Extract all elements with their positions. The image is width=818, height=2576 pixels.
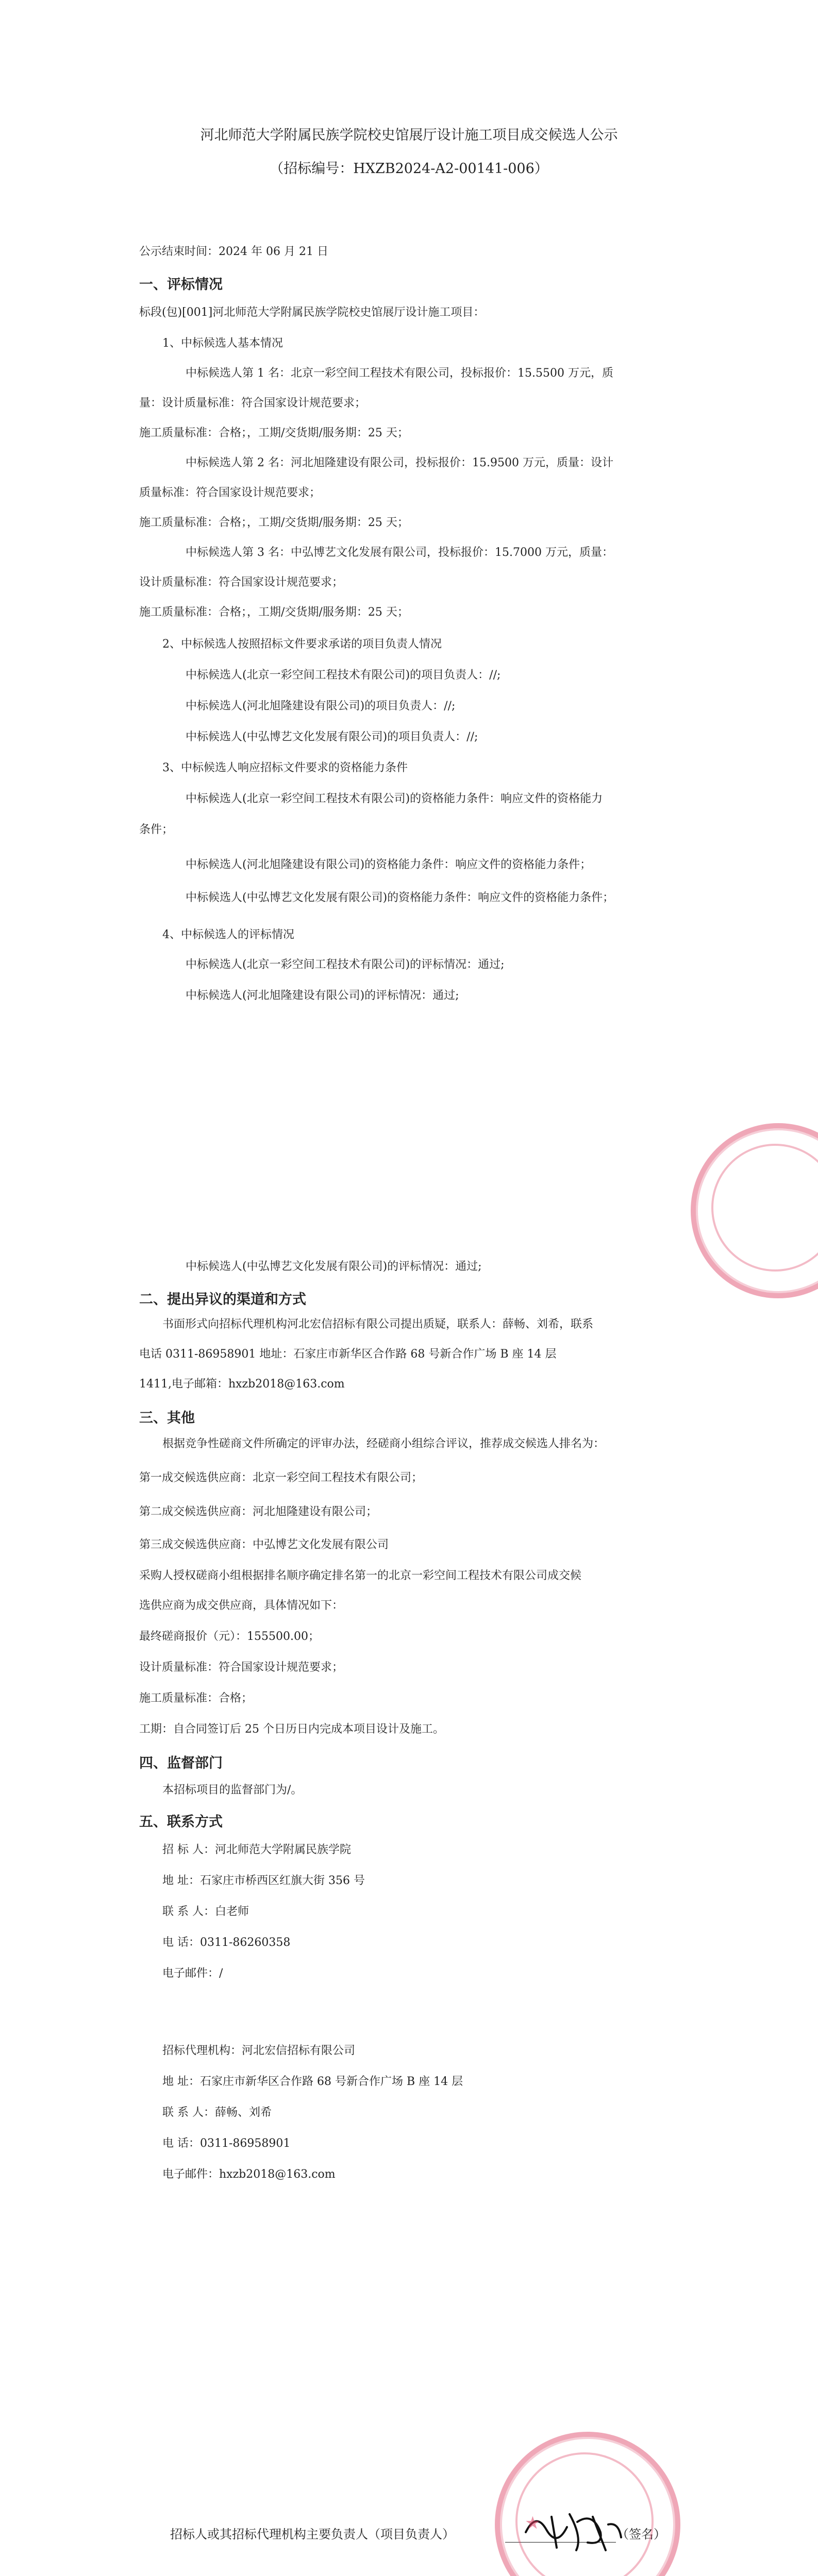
objection-line-a: 书面形式向招标代理机构河北宏信招标有限公司提出质疑，联系人：薛畅、刘希，联系 [162,1318,594,1331]
other-line-a: 根据竞争性磋商文件所确定的评审办法，经磋商小组综合评议，推荐成交候选人排名为： [162,1437,605,1450]
sign-label-1: 招标人或其招标代理机构主要负责人（项目负责人） [170,2527,455,2541]
section-3-heading: 三、其他 [139,1410,195,1426]
candidate-2-line-b: 质量标准：符合国家设计规范要求； [139,486,321,499]
notice-end-date: 公示结束时间：2024 年 06 月 21 日 [139,245,328,258]
review-1: 中标候选人(北京一彩空间工程技术有限公司)的评标情况：通过; [186,958,505,971]
section-5-heading: 五、联系方式 [139,1814,223,1830]
tenderer-address: 地 址：石家庄市桥西区红旗大街 356 号 [162,1874,365,1887]
tenderer-email: 电子邮件：/ [162,1967,223,1980]
objection-line-c: 1411,电子邮箱：hxzb2018@163.com [139,1378,345,1391]
other-line-i: 施工质量标准：合格； [139,1692,253,1705]
tenderer-contact: 联 系 人：白老师 [162,1905,249,1918]
qual-2: 中标候选人(河北旭隆建设有限公司)的资格能力条件：响应文件的资格能力条件； [186,858,592,871]
sub-heading-1: 1、中标候选人基本情况 [162,337,283,350]
supervisor-line: 本招标项目的监督部门为/。 [162,1784,303,1797]
sub-heading-2: 2、中标候选人按照招标文件要求承诺的项目负责人情况 [162,638,442,651]
section-4-heading: 四、监督部门 [139,1755,223,1771]
other-line-f: 选供应商为成交供应商，具体情况如下： [139,1599,344,1612]
objection-line-b: 电话 0311-86958901 地址：石家庄市新华区合作路 68 号新合作广场 B 座 14 层 [139,1348,557,1361]
other-line-e: 采购人授权磋商小组根据排名顺序确定排名第一的北京一彩空间工程技术有限公司成交候 [139,1569,582,1582]
agency-phone: 电 话：0311-86958901 [162,2137,291,2150]
candidate-3-line-b: 设计质量标准：符合国家设计规范要求； [139,576,344,589]
other-line-j: 工期：自合同签订后 25 个日历日内完成本项目设计及施工。 [139,1723,444,1736]
bid-number: （招标编号：HXZB2024-A2-00141-006） [270,161,548,177]
pm-1: 中标候选人(北京一彩空间工程技术有限公司)的项目负责人：//; [186,669,501,682]
tenderer-phone: 电 话：0311-86260358 [162,1936,291,1949]
agency-name: 招标代理机构：河北宏信招标有限公司 [162,2044,356,2057]
candidate-1-line-c: 施工质量标准：合格；，工期/交货期/服务期：25 天； [139,427,409,439]
other-line-g: 最终磋商报价（元）：155500.00； [139,1630,320,1643]
candidate-2-line-c: 施工质量标准：合格；，工期/交货期/服务期：25 天； [139,516,409,529]
other-line-h: 设计质量标准：符合国家设计规范要求； [139,1661,344,1674]
pm-2: 中标候选人(河北旭隆建设有限公司)的项目负责人：//; [186,700,456,713]
section-2-heading: 二、提出异议的渠道和方式 [139,1292,306,1308]
candidate-3-line-c: 施工质量标准：合格；，工期/交货期/服务期：25 天； [139,606,409,619]
pm-3: 中标候选人(中弘博艺文化发展有限公司)的项目负责人：//; [186,731,478,743]
section-1-heading: 一、评标情况 [139,277,223,293]
review-2: 中标候选人(河北旭隆建设有限公司)的评标情况：通过; [186,989,459,1002]
page-title: 河北师范大学附属民族学院校史馆展厅设计施工项目成交候选人公示 [200,127,618,143]
agency-address: 地 址：石家庄市新华区合作路 68 号新合作广场 B 座 14 层 [162,2075,463,2088]
review-3: 中标候选人(中弘博艺文化发展有限公司)的评标情况：通过; [186,1260,482,1273]
agency-contact: 联 系 人：薛畅、刘希 [162,2106,272,2119]
qual-1-line-b: 条件； [139,823,174,836]
other-line-c: 第二成交候选供应商：河北旭隆建设有限公司； [139,1505,378,1518]
package-line: 标段(包)[001]河北师范大学附属民族学院校史馆展厅设计施工项目： [139,306,485,319]
candidate-3-line-a: 中标候选人第 3 名：中弘博艺文化发展有限公司，投标报价：15.7000 万元，质量： [186,546,613,559]
candidate-1-line-b: 量：设计质量标准：符合国家设计规范要求； [139,397,366,410]
sub-heading-4: 4、中标候选人的评标情况 [162,928,294,941]
candidate-2-line-a: 中标候选人第 2 名：河北旭隆建设有限公司，投标报价：15.9500 万元，质量：设计 [186,456,613,469]
tenderer-name: 招 标 人：河北师范大学附属民族学院 [162,1843,351,1856]
other-line-b: 第一成交候选供应商：北京一彩空间工程技术有限公司； [139,1471,423,1484]
seal-star-icon: ★ [526,2514,540,2532]
other-line-d: 第三成交候选供应商：中弘博艺文化发展有限公司 [139,1538,389,1551]
sub-heading-3: 3、中标候选人响应招标文件要求的资格能力条件 [162,761,408,774]
agency-email: 电子邮件：hxzb2018@163.com [162,2168,336,2181]
qual-3: 中标候选人(中弘博艺文化发展有限公司)的资格能力条件：响应文件的资格能力条件； [186,891,614,904]
sign-suffix-1: （签名） [616,2527,666,2541]
candidate-1-line-a: 中标候选人第 1 名：北京一彩空间工程技术有限公司，投标报价：15.5500 万元，质 [186,367,613,380]
qual-1-line-a: 中标候选人(北京一彩空间工程技术有限公司)的资格能力条件：响应文件的资格能力 [186,792,603,805]
